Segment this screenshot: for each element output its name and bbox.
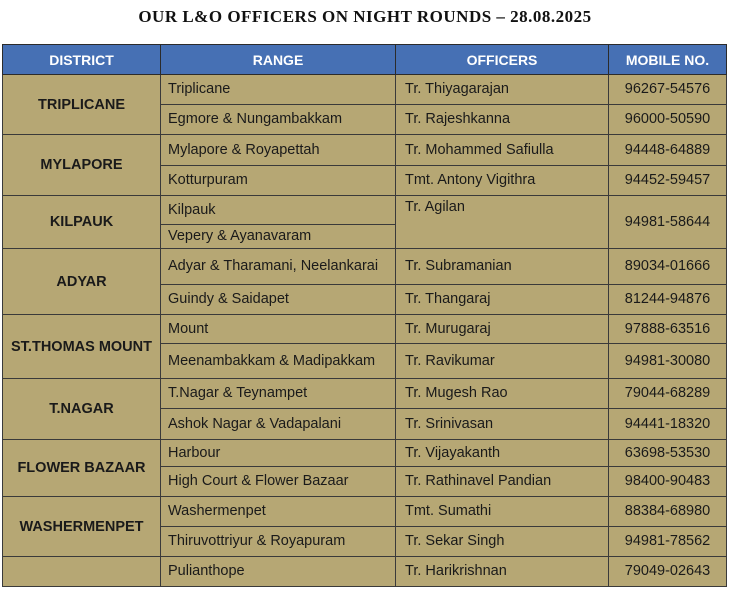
officer-cell: Tr. Agilan [396,196,609,249]
district-cell: MYLAPORE [3,135,161,196]
district-cell: KILPAUK [3,196,161,249]
mobile-cell: 63698-53530 [609,440,727,467]
range-cell: Egmore & Nungambakkam [161,105,396,135]
column-header-mobile: MOBILE NO. [609,45,727,75]
range-cell: Washermenpet [161,497,396,527]
range-cell: Guindy & Saidapet [161,285,396,315]
district-cell [3,557,161,587]
range-cell: Pulianthope [161,557,396,587]
mobile-cell: 96000-50590 [609,105,727,135]
officer-cell: Tr. Mugesh Rao [396,379,609,409]
table-row [3,135,727,166]
district-cell: FLOWER BAZAAR [3,440,161,497]
range-cell: Kilpauk [161,196,396,225]
officer-cell: Tr. Mohammed Safiulla [396,135,609,166]
district-cell: T.NAGAR [3,379,161,440]
officer-cell: Tr. Rathinavel Pandian [396,467,609,497]
officer-cell: Tr. Sekar Singh [396,527,609,557]
officer-cell: Tr. Srinivasan [396,409,609,440]
mobile-cell: 79044-68289 [609,379,727,409]
mobile-cell: 96267-54576 [609,75,727,105]
table-row [3,379,727,409]
mobile-cell: 94452-59457 [609,166,727,196]
range-cell: Triplicane [161,75,396,105]
range-cell: Kotturpuram [161,166,396,196]
table-row [3,557,727,587]
mobile-cell: 94981-78562 [609,527,727,557]
range-cell: Mount [161,315,396,344]
page-title: OUR L&O OFFICERS ON NIGHT ROUNDS – 28.08.2025 [138,7,592,26]
table-row [3,75,727,105]
district-cell: ADYAR [3,249,161,315]
mobile-cell: 81244-94876 [609,285,727,315]
column-header-range: RANGE [161,45,396,75]
table-row [3,315,727,344]
officers-table [2,44,727,587]
mobile-cell: 94448-64889 [609,135,727,166]
range-cell: Vepery & Ayanavaram [161,225,396,249]
mobile-cell: 97888-63516 [609,315,727,344]
table-row [3,249,727,285]
mobile-cell: 89034-01666 [609,249,727,285]
district-cell: TRIPLICANE [3,75,161,135]
officer-cell: Tr. Murugaraj [396,315,609,344]
table-row [3,440,727,467]
district-cell: ST.THOMAS MOUNT [3,315,161,379]
mobile-cell: 94441-18320 [609,409,727,440]
mobile-cell: 88384-68980 [609,497,727,527]
range-cell: Harbour [161,440,396,467]
officer-cell: Tr. Harikrishnan [396,557,609,587]
table-row [3,497,727,527]
district-cell: WASHERMENPET [3,497,161,557]
mobile-cell: 79049-02643 [609,557,727,587]
column-header-officers: OFFICERS [396,45,609,75]
range-cell: Meenambakkam & Madipakkam [161,344,396,379]
range-cell: Mylapore & Royapettah [161,135,396,166]
table-row [3,196,727,225]
officer-cell: Tr. Rajeshkanna [396,105,609,135]
officer-cell: Tmt. Sumathi [396,497,609,527]
range-cell: Adyar & Tharamani, Neelankarai [161,249,396,285]
mobile-cell: 98400-90483 [609,467,727,497]
range-cell: High Court & Flower Bazaar [161,467,396,497]
officer-cell: Tr. Thangaraj [396,285,609,315]
range-cell: Ashok Nagar & Vadapalani [161,409,396,440]
officer-cell: Tr. Thiyagarajan [396,75,609,105]
range-cell: Thiruvottriyur & Royapuram [161,527,396,557]
table-header-row [3,45,727,75]
officer-cell: Tmt. Antony Vigithra [396,166,609,196]
officer-cell: Tr. Vijayakanth [396,440,609,467]
mobile-cell: 94981-30080 [609,344,727,379]
range-cell: T.Nagar & Teynampet [161,379,396,409]
officer-cell: Tr. Ravikumar [396,344,609,379]
mobile-cell: 94981-58644 [609,196,727,249]
column-header-district: DISTRICT [3,45,161,75]
officer-cell: Tr. Subramanian [396,249,609,285]
